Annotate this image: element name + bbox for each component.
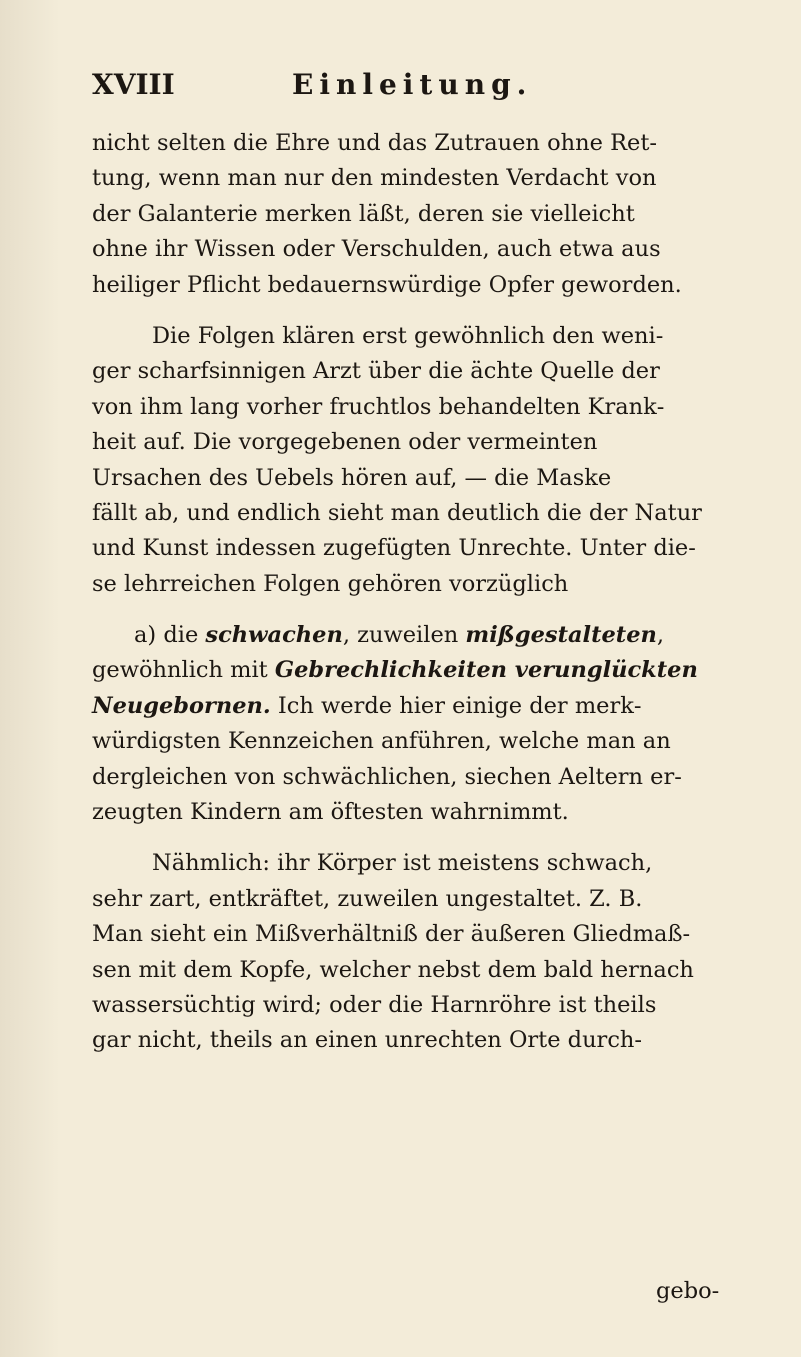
- text-line: [92, 618, 732, 653]
- text-line: Ursachen des Uebels hören auf, — die Maske: [92, 464, 612, 491]
- text-line: zeugten Kindern am öftesten wahrnimmt.: [92, 799, 569, 826]
- text-line: von ihm lang vorher fruchtlos behandelten Krank‐: [92, 393, 665, 420]
- emphasis: Gebrechlichkeiten verunglückten: [274, 657, 698, 684]
- text-line: Nähmlich: ihr Körper ist meistens schwach,: [152, 850, 653, 877]
- text-span: ,: [656, 622, 665, 649]
- text-line: se lehrreichen Folgen gehören vorzüglich: [92, 570, 569, 597]
- body-text: [92, 126, 732, 1059]
- text-line: würdigsten Kennzeichen anführen, welche man an: [92, 728, 671, 755]
- page-number: XVIII: [92, 68, 175, 101]
- page-header: [92, 68, 652, 108]
- catchword: gebo‐: [656, 1278, 720, 1304]
- text-line: heiliger Pflicht bedauernswürdige Opfer geworden.: [92, 271, 682, 298]
- text-line: Man sieht ein Mißverhältniß der äußeren Gliedmaß‐: [92, 921, 691, 948]
- text-line: ohne ihr Wissen oder Verschulden, auch etwa aus: [92, 236, 661, 263]
- text-line: fällt ab, und endlich sieht man deutlich die der Natur: [92, 499, 702, 526]
- text-line: der Galanterie merken läßt, deren sie vielleicht: [92, 200, 635, 227]
- running-head: Einleitung.: [292, 68, 533, 101]
- text-span: , zuweilen: [342, 622, 466, 649]
- emphasis: schwachen: [205, 622, 343, 649]
- text-line: dergleichen von schwächlichen, siechen Aeltern er‐: [92, 763, 682, 790]
- text-line: sen mit dem Kopfe, welcher nebst dem bald hernach: [92, 956, 694, 983]
- text-line: nicht selten die Ehre und das Zutrauen ohne Ret‐: [92, 130, 657, 156]
- text-line: wassersüchtig wird; oder die Harnröhre ist theils: [92, 991, 657, 1018]
- text-span: Ich werde hier einige der merk‐: [270, 692, 642, 719]
- text-line: [92, 653, 732, 688]
- text-line: tung, wenn man nur den mindesten Verdacht von: [92, 165, 657, 192]
- text-line: gar nicht, theils an einen unrechten Orte durch‐: [92, 1027, 643, 1054]
- emphasis: Neugebornen.: [92, 692, 271, 719]
- text-span: gewöhnlich mit: [92, 657, 275, 684]
- text-line: heit auf. Die vorgegebenen oder vermeinten: [92, 429, 598, 456]
- text-line: und Kunst indessen zugefügten Unrechte. Unter die‐: [92, 535, 696, 562]
- emphasis: mißgestalteten: [465, 622, 657, 649]
- item-lead: a) die: [134, 622, 206, 649]
- text-line: [92, 689, 732, 724]
- text-line: ger scharfsinnigen Arzt über die ächte Quelle der: [92, 358, 660, 385]
- text-line: Die Folgen klären erst gewöhnlich den weni‐: [152, 322, 664, 349]
- text-line: sehr zart, entkräftet, zuweilen ungestaltet. Z. B.: [92, 885, 643, 912]
